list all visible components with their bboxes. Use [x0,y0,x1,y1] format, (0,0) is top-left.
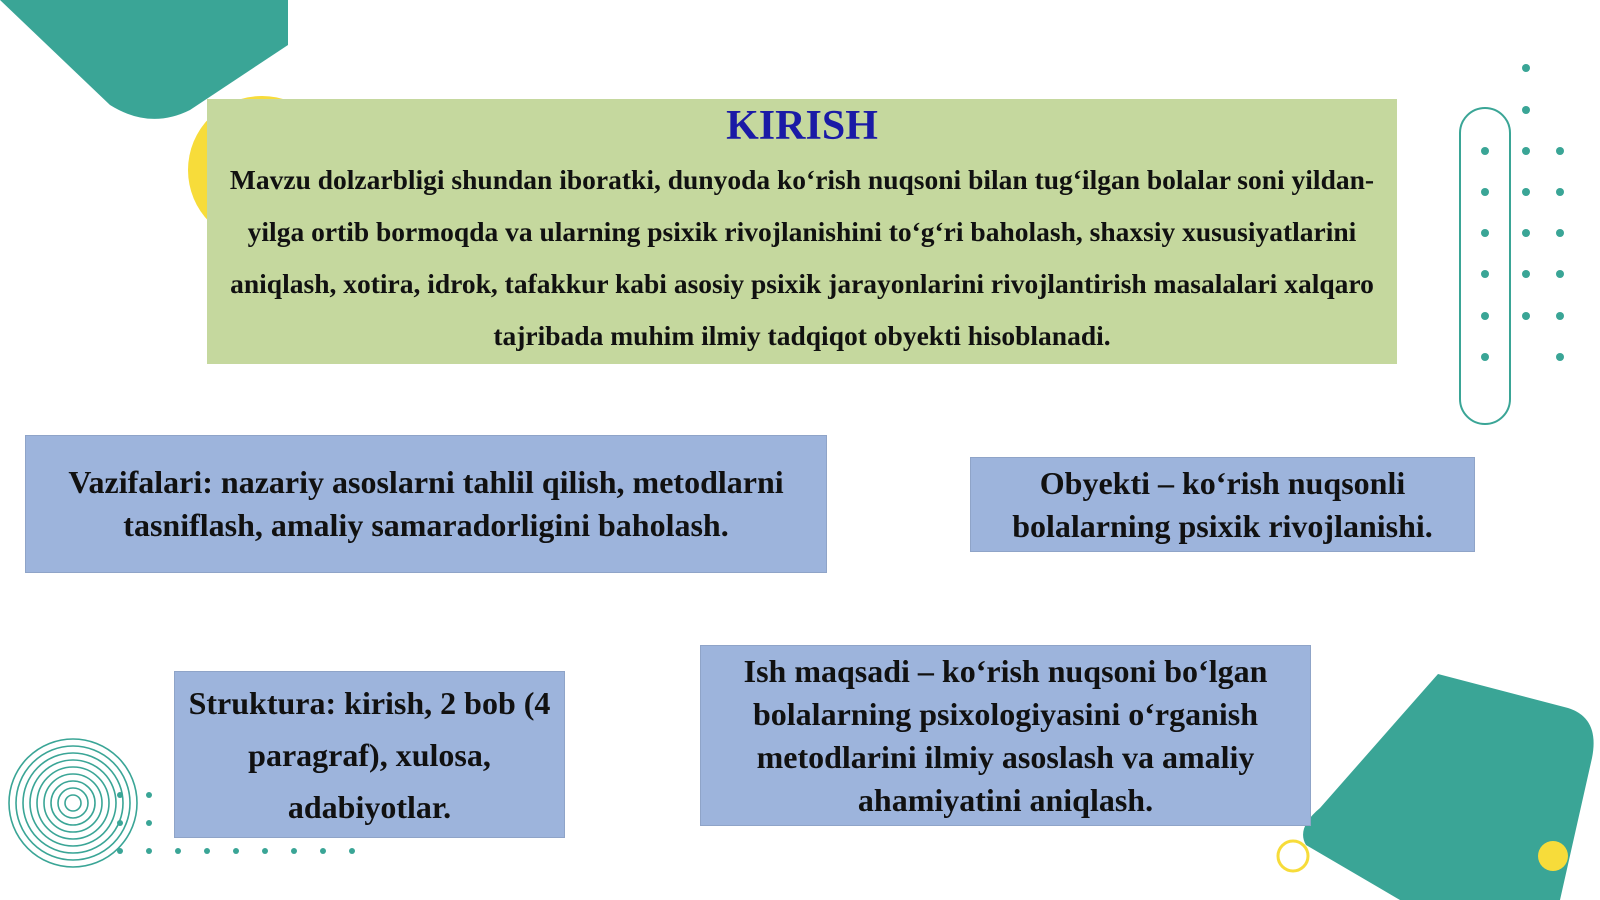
structure-box [174,671,565,838]
intro-text: Mavzu dolzarbligi shundan iboratki, dunyoda ko‘rish nuqsoni bilan tug‘ilgan bolalar soni yildan-yilga ortib bormoqda va ularning psixik rivojlanishini to‘g‘ri baholash, shaxsiy xususiyatlarini aniqlash, xotira, idrok, tafakkur kabi asosiy psixik jarayonlarini rivojlantirish masalalari xalqaro tajribada muhim ilmiy tadqiqot obyekti hisoblanadi. [229,163,1375,351]
object-box [970,457,1475,552]
tasks-box [25,435,827,573]
capsule-outline [1460,108,1510,424]
yellow-ring [1278,841,1308,871]
tasks-text: Vazifalari: nazariy asoslarni tahlil qilish, metodlarni tasniflash, amaliy samaradorligini baholash. [68,464,784,543]
object-text: Obyekti – ko‘rish nuqsonli bolalarning psixik rivojlanishi. [1012,464,1433,544]
goal-text: Ish maqsadi – ko‘rish nuqsoni bo‘lgan bolalarning psixologiyasini o‘rganish metodlarini ilmiy asoslash va amaliy ahamiyatini aniqlash. [743,652,1268,818]
intro-box [207,99,1397,364]
goal-box [700,645,1311,826]
structure-text: Struktura: kirish, 2 bob (4 paragraf), xulosa, adabiyotlar. [188,684,551,825]
concentric-rings [9,739,137,867]
intro-title: KIRISH [726,102,878,149]
yellow-dot [1538,841,1568,871]
